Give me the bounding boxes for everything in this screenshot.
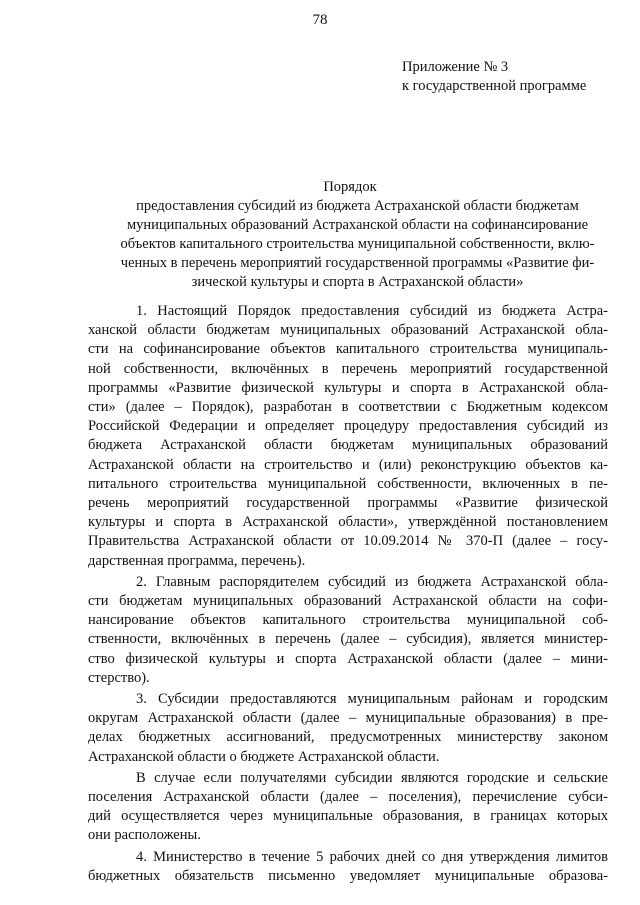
subtitle-line: ченных в перечень мероприятий государственной программы «Развитие фи- — [120, 255, 595, 271]
paragraph-line: 4. Министерство в течение 5 рабочих дней со дня утверждения лимитов — [136, 848, 608, 865]
paragraph-line: бюджетных обязательств письменно уведомляет муниципальные образова- — [88, 867, 608, 884]
paragraph-line: речень мероприятий государственной программы «Развитие физической — [88, 495, 608, 512]
paragraph-line: они расположены. — [88, 827, 201, 844]
subtitle-line: объектов капитального строительства муниципальной собственности, вклю- — [120, 236, 595, 252]
paragraph — [88, 302, 608, 571]
paragraph-line: нансирование объектов капитального строительства муниципальной соб- — [88, 612, 608, 629]
paragraph-line: округам Астраханской области (далее – муниципальные образования) в пре- — [88, 710, 608, 727]
paragraph-line: сти» (далее – Порядок), разработан в соответствии с Бюджетным кодексом — [88, 399, 608, 416]
document-body — [88, 302, 608, 888]
paragraph — [88, 769, 608, 846]
paragraph-line: дарственная программа, перечень). — [88, 552, 306, 569]
paragraph-line: Правительства Астраханской области от 10.09.2014 № 370-П (далее – госу- — [88, 533, 608, 550]
paragraph-line: делах бюджетных ассигнований, предусмотренных министерству законом — [88, 729, 608, 746]
paragraph-line: 1. Настоящий Порядок предоставления субсидий из бюджета Астра- — [136, 303, 608, 319]
paragraph-line: стерство). — [88, 669, 150, 686]
document-title: Порядок — [323, 179, 377, 195]
subtitle-line: предоставления субсидий из бюджета Астраханской области бюджетам — [136, 198, 579, 214]
paragraph-line: Астраханской области о бюджете Астраханской области. — [88, 748, 440, 765]
paragraph-line: ной собственности, включённых в перечень мероприятий государственной — [88, 360, 608, 377]
page-number: 78 — [312, 12, 328, 28]
paragraph-line: Российской Федерации и определяет процедуру предоставления субсидий из — [88, 418, 608, 435]
paragraph-line: культуры и спорта в Астраханской области», утверждённой постановлением — [88, 514, 608, 531]
paragraph-line: программы «Развитие физической культуры и спорта в Астраханской обла- — [88, 379, 608, 396]
paragraph-line: Астраханской области на строительство и (или) реконструкцию объектов ка- — [88, 456, 608, 473]
paragraph-line: поселения Астраханской области (далее – поселения), перечисление субси- — [88, 789, 608, 806]
appendix-note — [402, 58, 586, 96]
appendix-line-2: к государственной программе — [402, 78, 587, 94]
paragraph-line: ство физической культуры и спорта Астраханской области (далее – мини- — [88, 650, 608, 667]
paragraph-line: 3. Субсидии предоставляются муниципальным районам и городским — [136, 691, 608, 708]
paragraph-line: ханской области бюджетам муниципальных образований Астраханской обла- — [88, 322, 608, 339]
paragraph — [88, 690, 608, 767]
paragraph-line: В случае если получателями субсидии являются городские и сельские — [136, 769, 608, 786]
paragraph-line: дий осуществляется через муниципальные образования, в границах которых — [88, 808, 608, 825]
paragraph-line: питального строительства муниципальной собственности, включенных в пе- — [88, 475, 608, 492]
paragraph — [88, 573, 608, 688]
paragraph-line: ственности, включённых в перечень (далее – субсидия), является министер- — [88, 631, 608, 648]
appendix-line-1: Приложение № 3 — [402, 59, 509, 75]
subtitle-line: муниципальных образований Астраханской области на софинансирование — [126, 217, 589, 233]
paragraph-line: бюджета Астраханской области бюджетам муниципальных образований — [88, 437, 608, 454]
subtitle-line: зической культуры и спорта в Астраханской области» — [191, 274, 524, 290]
paragraph-line: сти бюджетам муниципальных образований Астраханской области на софи- — [88, 593, 608, 610]
paragraph-line: сти на софинансирование объектов капитального строительства муниципаль- — [88, 341, 608, 358]
document-subtitle — [100, 197, 615, 292]
paragraph-line: 2. Главным распорядителем субсидий из бюджета Астраханской обла- — [136, 573, 608, 590]
paragraph — [88, 848, 608, 886]
